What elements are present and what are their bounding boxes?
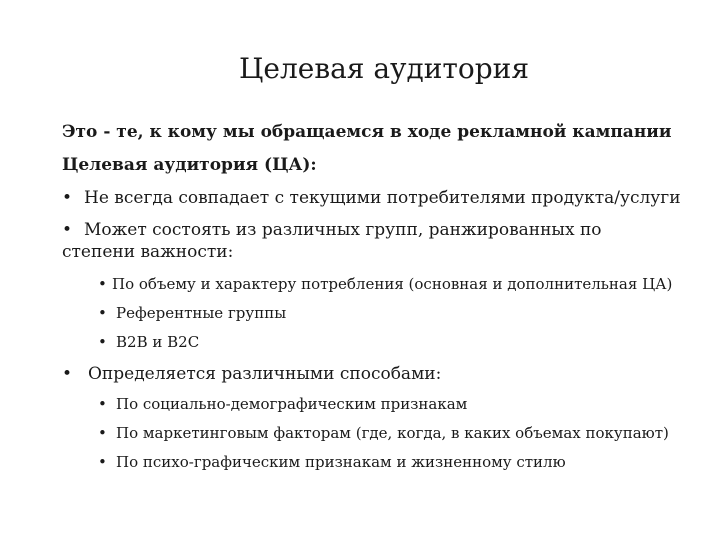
sub-bullet-text: Референтные группы [116, 304, 287, 322]
sub-bullet-item [98, 304, 286, 322]
sub-bullet-item [98, 275, 672, 293]
bullet-text: Может состоять из различных групп, ранжированных по степени важности: [62, 220, 602, 262]
sub-bullet-marker: • [98, 275, 107, 293]
subheading-text: Целевая аудитория (ЦА): [62, 155, 317, 175]
slide-title-text: Целевая аудитория [238, 52, 530, 85]
bullet-marker: • [62, 220, 73, 240]
bullet-item [62, 219, 652, 263]
bullet-item [62, 188, 681, 208]
sub-bullet-text: По маркетинговым факторам (где, когда, в каких объемах покупают) [116, 424, 669, 442]
definition-text: Это - те, к кому мы обращаемся в ходе рекламной кампании [62, 122, 672, 142]
slide-title [0, 52, 720, 85]
sub-bullet-text: По объему и характеру потребления (основная и дополнительная ЦА) [112, 275, 673, 293]
sub-bullet-text: B2B и B2C [116, 333, 200, 351]
bullet-marker: • [62, 188, 73, 208]
sub-bullet-text: По психо-графическим признакам и жизненному стилю [116, 453, 566, 471]
bullet-text: Определяется различными способами: [88, 364, 442, 384]
sub-bullet-marker: • [98, 453, 107, 471]
sub-bullet-text: По социально-демографическим признакам [116, 395, 468, 413]
sub-bullet-item [98, 333, 199, 351]
bullet-item [62, 364, 441, 384]
sub-bullet-item [98, 453, 566, 471]
sub-bullet-marker: • [98, 424, 107, 442]
sub-bullet-marker: • [98, 333, 107, 351]
sub-bullet-item [98, 395, 467, 413]
sub-bullet-marker: • [98, 304, 107, 322]
bullet-marker: • [62, 364, 73, 384]
sub-bullet-item [98, 424, 669, 442]
sub-bullet-marker: • [98, 395, 107, 413]
bullet-text: Не всегда совпадает с текущими потребителями продукта/услуги [84, 188, 681, 208]
